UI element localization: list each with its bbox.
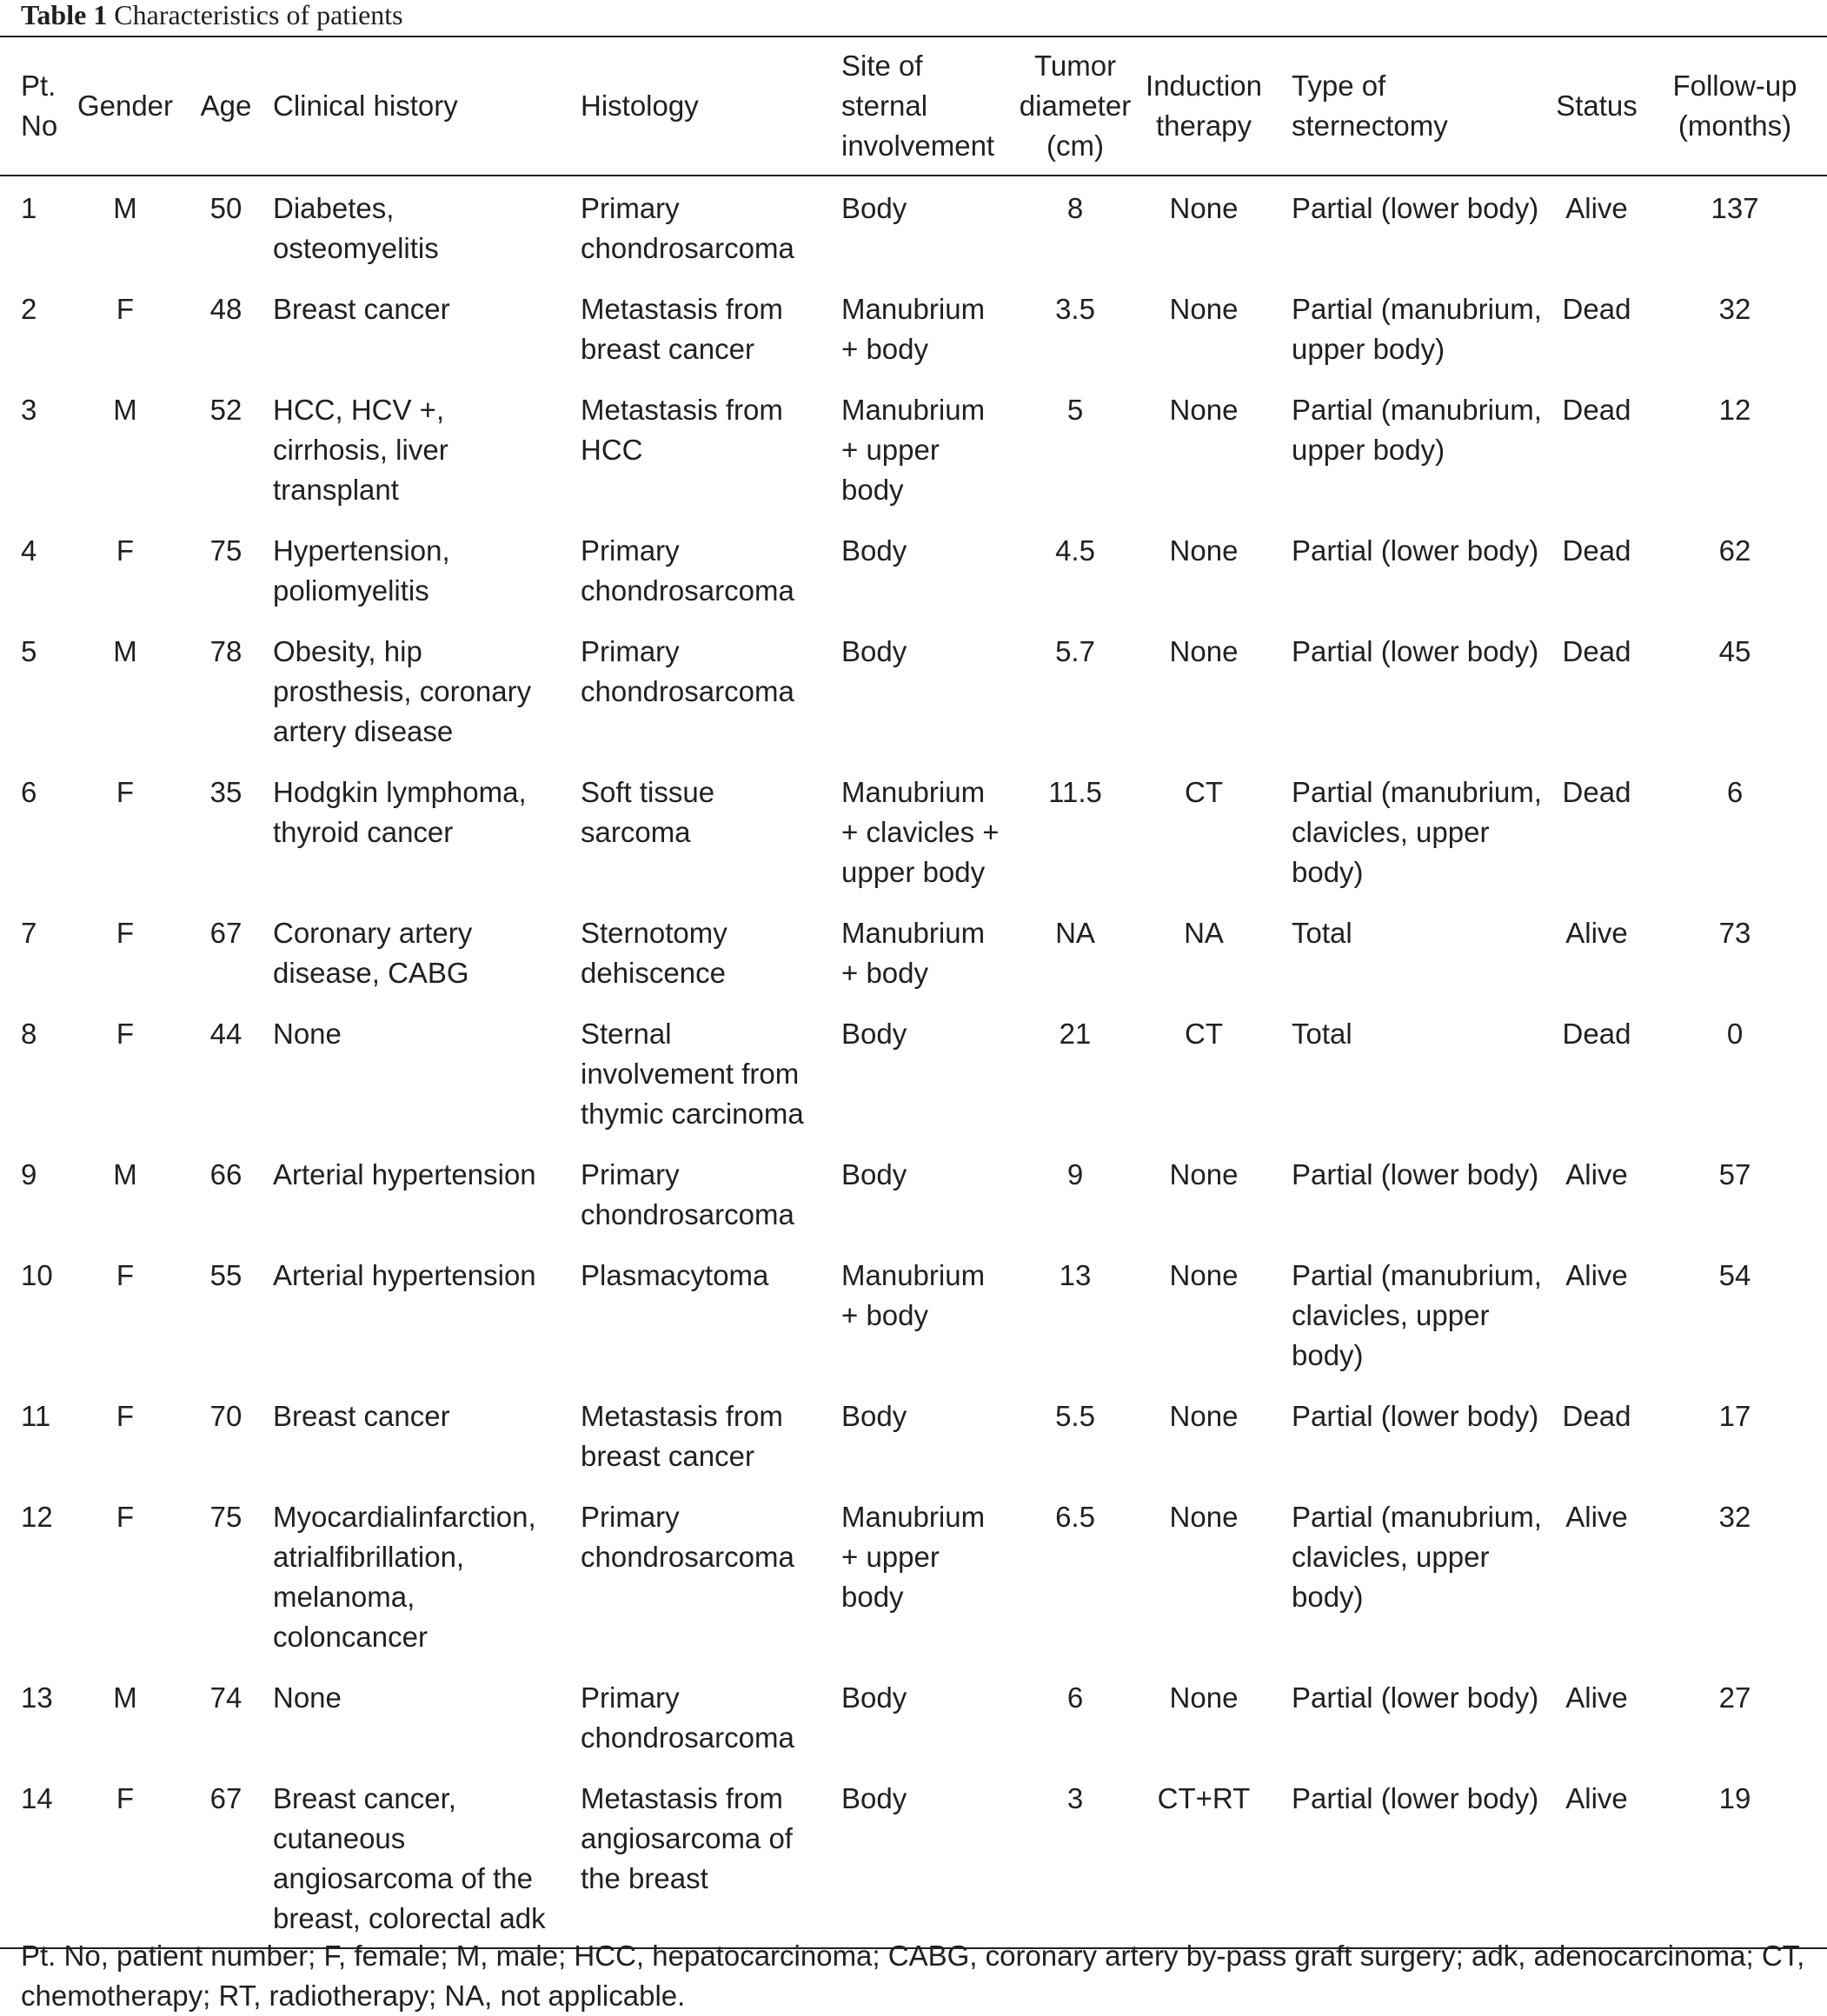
table-row <box>0 176 1827 277</box>
table-footnote: Pt. No, patient number; F, female; M, male; HCC, hepatocarcinoma; CABG, coronary artery by-pass graft surgery; adk, adenocarcinoma; CT, chemotherapy; RT, radiotherapy; NA, not applicable. <box>21 1940 1805 2012</box>
cell-histology: Metastasis from angiosarcoma of the breast <box>581 1782 793 1894</box>
table-row <box>0 1384 1827 1485</box>
cell-gender: M <box>113 394 137 426</box>
cell-induction-therapy: None <box>1169 1400 1239 1432</box>
table-row <box>0 620 1827 760</box>
table-row <box>0 378 1827 519</box>
table-row <box>0 519 1827 620</box>
cell-follow-up: 62 <box>1718 534 1751 567</box>
table-title: Characteristics of patients <box>114 0 403 30</box>
table-row <box>0 1243 1827 1384</box>
cell-site: Body <box>841 534 907 567</box>
table-body <box>0 176 1827 1948</box>
cell-clinical-history: Diabetes, osteomyelitis <box>273 192 439 264</box>
cell-sternectomy-type: Partial (lower body) <box>1292 1158 1539 1190</box>
cell-gender: F <box>116 534 135 567</box>
cell-gender: F <box>116 293 135 325</box>
cell-status: Alive <box>1565 917 1628 949</box>
cell-induction-therapy: None <box>1169 192 1239 224</box>
cell-age: 50 <box>209 192 242 224</box>
cell-clinical-history: None <box>273 1018 342 1050</box>
cell-histology: Plasmacytoma <box>581 1259 769 1291</box>
cell-pt-no: 13 <box>21 1681 53 1714</box>
cell-age: 48 <box>209 293 242 325</box>
table-header <box>0 36 1827 176</box>
cell-tumor-diameter: 8 <box>1066 192 1084 224</box>
cell-gender: F <box>116 1018 135 1050</box>
cell-tumor-diameter: 3 <box>1066 1782 1084 1814</box>
cell-pt-no: 8 <box>21 1018 37 1050</box>
col-header-age: Age <box>200 90 252 122</box>
cell-pt-no: 11 <box>21 1400 51 1432</box>
cell-clinical-history: Obesity, hip prosthesis, coronary artery disease <box>273 635 532 747</box>
cell-site: Manubrium + clavicles + upper body <box>841 776 1000 888</box>
cell-site: Body <box>841 1018 907 1050</box>
cell-clinical-history: Breast cancer <box>273 293 450 325</box>
cell-sternectomy-type: Partial (lower body) <box>1292 534 1539 567</box>
patients-table <box>0 36 1827 1949</box>
col-header-follow-up: Follow-up (months) <box>1672 70 1797 142</box>
cell-sternectomy-type: Partial (manubrium, upper body) <box>1292 293 1542 365</box>
cell-follow-up: 19 <box>1718 1782 1751 1814</box>
cell-follow-up: 137 <box>1711 192 1759 224</box>
cell-induction-therapy: None <box>1169 293 1239 325</box>
table-caption <box>21 0 403 33</box>
cell-induction-therapy: None <box>1169 1259 1239 1291</box>
cell-histology: Primary chondrosarcoma <box>581 534 794 607</box>
cell-induction-therapy: None <box>1169 394 1239 426</box>
cell-gender: F <box>116 1782 135 1814</box>
cell-induction-therapy: None <box>1169 635 1239 667</box>
cell-gender: F <box>116 1259 135 1291</box>
cell-histology: Soft tissue sarcoma <box>581 776 715 848</box>
cell-site: Body <box>841 635 907 667</box>
cell-induction-therapy: CT+RT <box>1157 1782 1251 1814</box>
cell-induction-therapy: CT <box>1185 776 1223 808</box>
cell-pt-no: 3 <box>21 394 37 426</box>
table-label: Table 1 <box>21 0 108 30</box>
cell-tumor-diameter: 13 <box>1059 1259 1092 1291</box>
cell-pt-no: 1 <box>21 192 37 224</box>
cell-clinical-history: Hodgkin lymphoma, thyroid cancer <box>273 776 527 848</box>
cell-pt-no: 7 <box>21 917 37 949</box>
cell-induction-therapy: None <box>1169 1501 1239 1533</box>
cell-tumor-diameter: 4.5 <box>1055 534 1095 567</box>
cell-histology: Metastasis from HCC <box>581 394 783 466</box>
cell-status: Dead <box>1562 776 1631 808</box>
cell-follow-up: 6 <box>1726 776 1744 808</box>
cell-tumor-diameter: 6 <box>1066 1681 1084 1714</box>
cell-site: Body <box>841 1782 907 1814</box>
cell-gender: M <box>113 635 137 667</box>
cell-histology: Sternal involvement from thymic carcinoma <box>581 1018 804 1130</box>
cell-pt-no: 9 <box>21 1158 37 1190</box>
cell-pt-no: 4 <box>21 534 37 567</box>
cell-gender: F <box>116 917 135 949</box>
cell-gender: M <box>113 1158 137 1190</box>
cell-sternectomy-type: Partial (lower body) <box>1292 1400 1539 1432</box>
cell-follow-up: 32 <box>1718 1501 1751 1533</box>
cell-site: Manubrium + upper body <box>841 1501 986 1613</box>
cell-histology: Primary chondrosarcoma <box>581 635 794 707</box>
cell-age: 75 <box>209 1501 242 1533</box>
cell-sternectomy-type: Total <box>1292 1018 1352 1050</box>
cell-sternectomy-type: Partial (manubrium, upper body) <box>1292 394 1542 466</box>
cell-age: 67 <box>209 917 242 949</box>
cell-gender: F <box>116 776 135 808</box>
col-header-status: Status <box>1556 90 1638 122</box>
cell-clinical-history: Myocardialinfarction, atrialfibrillation, melanoma, coloncancer <box>273 1501 536 1653</box>
cell-site: Manubrium + body <box>841 293 986 365</box>
cell-gender: M <box>113 192 137 224</box>
cell-age: 52 <box>209 394 242 426</box>
cell-follow-up: 17 <box>1718 1400 1751 1432</box>
cell-site: Body <box>841 192 907 224</box>
table-row <box>0 760 1827 901</box>
cell-tumor-diameter: 5.5 <box>1055 1400 1095 1432</box>
cell-clinical-history: Arterial hypertension <box>273 1158 536 1190</box>
cell-pt-no: 5 <box>21 635 37 667</box>
cell-status: Alive <box>1565 192 1628 224</box>
cell-age: 44 <box>209 1018 242 1050</box>
cell-sternectomy-type: Partial (manubrium, clavicles, upper body) <box>1292 1501 1542 1613</box>
table-row <box>0 277 1827 378</box>
cell-sternectomy-type: Partial (lower body) <box>1292 192 1539 224</box>
cell-age: 66 <box>209 1158 242 1190</box>
cell-sternectomy-type: Partial (lower body) <box>1292 1681 1539 1714</box>
cell-pt-no: 6 <box>21 776 37 808</box>
cell-status: Dead <box>1562 1018 1631 1050</box>
cell-site: Body <box>841 1681 907 1714</box>
cell-tumor-diameter: 9 <box>1066 1158 1084 1190</box>
cell-tumor-diameter: 21 <box>1059 1018 1092 1050</box>
cell-clinical-history: Coronary artery disease, CABG <box>273 917 473 989</box>
cell-histology: Sternotomy dehiscence <box>581 917 727 989</box>
cell-pt-no: 10 <box>21 1259 53 1291</box>
cell-induction-therapy: CT <box>1185 1018 1223 1050</box>
cell-pt-no: 14 <box>21 1782 53 1814</box>
cell-induction-therapy: NA <box>1184 917 1224 949</box>
table-row <box>0 901 1827 1002</box>
cell-pt-no: 2 <box>21 293 37 325</box>
table-row <box>0 1767 1827 1948</box>
cell-age: 35 <box>209 776 242 808</box>
cell-histology: Metastasis from breast cancer <box>581 1400 783 1472</box>
cell-sternectomy-type: Partial (lower body) <box>1292 1782 1539 1814</box>
cell-age: 78 <box>209 635 242 667</box>
cell-site: Manubrium + upper body <box>841 394 986 506</box>
cell-status: Alive <box>1565 1501 1628 1533</box>
cell-histology: Primary chondrosarcoma <box>581 1501 794 1573</box>
cell-follow-up: 0 <box>1726 1018 1744 1050</box>
cell-status: Alive <box>1565 1259 1628 1291</box>
cell-sternectomy-type: Partial (manubrium, clavicles, upper body) <box>1292 1259 1542 1371</box>
cell-age: 67 <box>209 1782 242 1814</box>
cell-induction-therapy: None <box>1169 1681 1239 1714</box>
cell-site: Body <box>841 1158 907 1190</box>
cell-follow-up: 54 <box>1718 1259 1751 1291</box>
cell-age: 75 <box>209 534 242 567</box>
table-row <box>0 1485 1827 1666</box>
cell-tumor-diameter: 5 <box>1066 394 1084 426</box>
cell-status: Dead <box>1562 1400 1631 1432</box>
cell-follow-up: 27 <box>1718 1681 1751 1714</box>
col-header-pt-no: Pt. No <box>21 70 58 142</box>
col-header-site: Site of sternal involvement <box>841 50 995 162</box>
cell-tumor-diameter: 3.5 <box>1055 293 1095 325</box>
cell-histology: Primary chondrosarcoma <box>581 1681 794 1754</box>
table-row <box>0 1143 1827 1243</box>
cell-status: Alive <box>1565 1681 1628 1714</box>
cell-sternectomy-type: Partial (manubrium, clavicles, upper body) <box>1292 776 1542 888</box>
cell-tumor-diameter: NA <box>1055 917 1095 949</box>
cell-induction-therapy: None <box>1169 534 1239 567</box>
col-header-sternectomy-type: Type of sternectomy <box>1292 70 1448 142</box>
cell-clinical-history: None <box>273 1681 342 1714</box>
cell-status: Alive <box>1565 1158 1628 1190</box>
cell-status: Dead <box>1562 534 1631 567</box>
cell-status: Alive <box>1565 1782 1628 1814</box>
cell-follow-up: 73 <box>1718 917 1751 949</box>
col-header-gender: Gender <box>76 90 174 122</box>
cell-gender: F <box>116 1501 135 1533</box>
cell-sternectomy-type: Partial (lower body) <box>1292 635 1539 667</box>
cell-follow-up: 32 <box>1718 293 1751 325</box>
cell-tumor-diameter: 11.5 <box>1048 776 1102 808</box>
table-row <box>0 1666 1827 1767</box>
cell-status: Dead <box>1562 293 1631 325</box>
cell-follow-up: 12 <box>1718 394 1751 426</box>
cell-tumor-diameter: 5.7 <box>1055 635 1095 667</box>
table-row <box>0 1002 1827 1143</box>
cell-follow-up: 57 <box>1718 1158 1751 1190</box>
cell-gender: F <box>116 1400 135 1432</box>
col-header-clinical-history: Clinical history <box>273 90 458 122</box>
cell-clinical-history: Breast cancer, cutaneous angiosarcoma of the breast, colorectal adk <box>273 1782 546 1934</box>
cell-age: 55 <box>209 1259 242 1291</box>
cell-histology: Metastasis from breast cancer <box>581 293 783 365</box>
col-header-tumor-diameter: Tumor diameter (cm) <box>1019 50 1132 162</box>
cell-clinical-history: Arterial hypertension <box>273 1259 536 1291</box>
cell-histology: Primary chondrosarcoma <box>581 1158 794 1230</box>
cell-clinical-history: Hypertension, poliomyelitis <box>273 534 450 607</box>
cell-age: 70 <box>209 1400 242 1432</box>
header-row <box>0 36 1827 176</box>
cell-tumor-diameter: 6.5 <box>1055 1501 1095 1533</box>
cell-age: 74 <box>209 1681 242 1714</box>
cell-site: Body <box>841 1400 907 1432</box>
cell-follow-up: 45 <box>1718 635 1751 667</box>
col-header-induction-therapy: Induction therapy <box>1146 70 1262 142</box>
cell-clinical-history: Breast cancer <box>273 1400 450 1432</box>
cell-sternectomy-type: Total <box>1292 917 1352 949</box>
cell-site: Manubrium + body <box>841 1259 986 1331</box>
cell-clinical-history: HCC, HCV +, cirrhosis, liver transplant <box>273 394 448 506</box>
cell-gender: M <box>113 1681 137 1714</box>
cell-site: Manubrium + body <box>841 917 986 989</box>
cell-induction-therapy: None <box>1169 1158 1239 1190</box>
cell-pt-no: 12 <box>21 1501 53 1533</box>
cell-status: Dead <box>1562 394 1631 426</box>
cell-status: Dead <box>1562 635 1631 667</box>
col-header-histology: Histology <box>581 90 699 122</box>
cell-histology: Primary chondrosarcoma <box>581 192 794 264</box>
